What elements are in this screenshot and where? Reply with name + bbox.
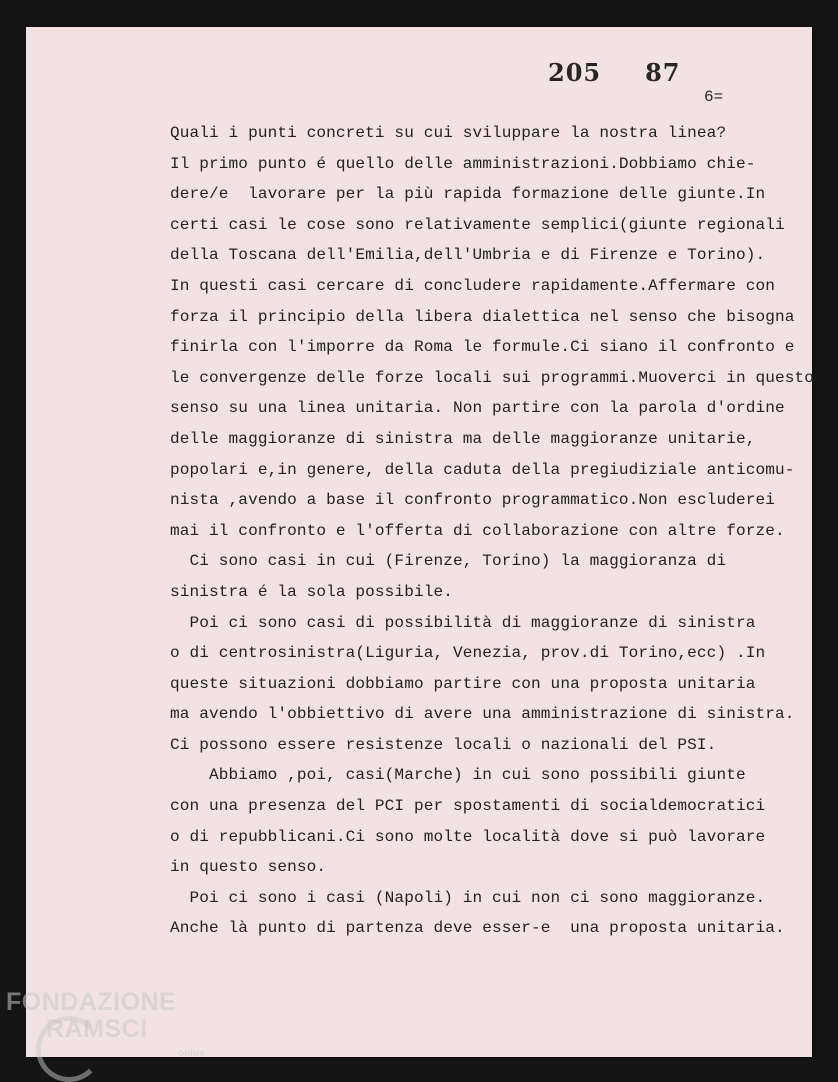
text-line: della Toscana dell'Emilia,dell'Umbria e di Firenze e Torino).	[170, 246, 766, 265]
text-line: ma avendo l'obbiettivo di avere una amministrazione di sinistra.	[170, 705, 795, 724]
text-line: Il primo punto é quello delle amministrazioni.Dobbiamo chie-	[170, 154, 756, 173]
typewritten-text	[170, 118, 815, 944]
text-line: in questo senso.	[170, 858, 327, 877]
watermark-line-2: RAMSCI	[46, 1015, 148, 1043]
text-line: queste situazioni dobbiamo partire con una proposta unitaria	[170, 674, 756, 693]
watermark-logo-icon	[36, 1016, 102, 1082]
text-line: le convergenze delle forze locali sui programmi.Muoverci in questo	[170, 368, 815, 387]
page-numbers	[548, 58, 681, 87]
text-line: Poi ci sono casi di possibilità di maggioranze di sinistra	[170, 613, 756, 632]
text-line: Anche là punto di partenza deve esser-e una proposta unitaria.	[170, 919, 785, 938]
text-line: o di repubblicani.Ci sono molte località dove si può lavorare	[170, 827, 766, 846]
text-line: popolari e,in genere, della caduta della pregiudiziale anticomu-	[170, 460, 795, 479]
page-number-secondary: 87	[645, 58, 681, 87]
archive-watermark	[6, 988, 205, 1059]
text-line: dere/e lavorare per la più rapida formazione delle giunte.In	[170, 185, 766, 204]
text-line: sinistra é la sola possibile.	[170, 582, 453, 601]
watermark-line-1: FONDAZIONE	[6, 988, 177, 1016]
text-line: Abbiamo ,poi, casi(Marche) in cui sono possibili giunte	[170, 766, 746, 785]
text-line: con una presenza del PCI per spostamenti di socialdemocratici	[170, 797, 766, 816]
text-line: In questi casi cercare di concludere rapidamente.Affermare con	[170, 276, 775, 295]
text-line: nista ,avendo a base il confronto programmatico.Non escluderei	[170, 491, 775, 510]
text-line: o di centrosinistra(Liguria, Venezia, prov.di Torino,ecc) .In	[170, 644, 766, 663]
page-number-primary: 205	[548, 58, 602, 87]
sheet-number: 6=	[704, 88, 724, 106]
text-line: forza il principio della libera dialettica nel senso che bisogna	[170, 307, 795, 326]
text-line: certi casi le cose sono relativamente semplici(giunte regionali	[170, 215, 785, 234]
text-line: Ci possono essere resistenze locali o nazionali del PSI.	[170, 735, 717, 754]
text-line: Poi ci sono i casi (Napoli) in cui non ci sono maggioranze.	[170, 888, 766, 907]
text-line: senso su una linea unitaria. Non partire con la parola d'ordine	[170, 399, 785, 418]
watermark-line-3: onlus	[178, 1048, 205, 1059]
text-line: mai il confronto e l'offerta di collaborazione con altre forze.	[170, 521, 785, 540]
text-line: finirla con l'imporre da Roma le formule.Ci siano il confronto e	[170, 338, 795, 357]
text-line: Ci sono casi in cui (Firenze, Torino) la maggioranza di	[170, 552, 727, 571]
text-line: Quali i punti concreti su cui sviluppare la nostra linea?	[170, 124, 727, 142]
text-line: delle maggioranze di sinistra ma delle maggioranze unitarie,	[170, 429, 756, 448]
